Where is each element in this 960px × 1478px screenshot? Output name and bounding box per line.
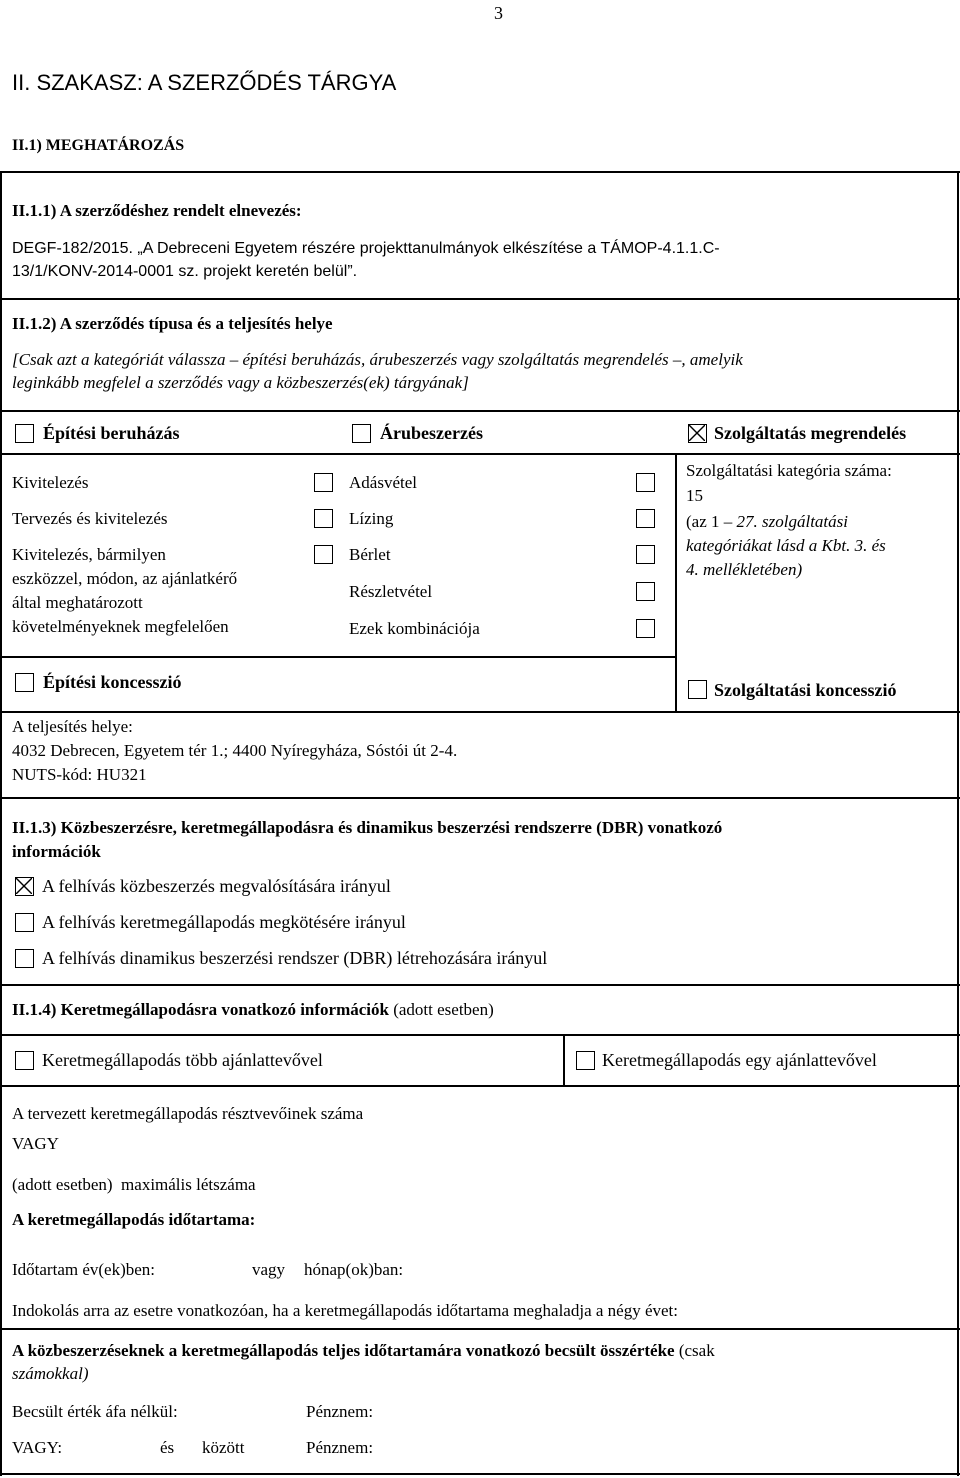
currency-label-2: Pénznem: xyxy=(306,1438,374,1457)
s114-heading-suffix: (adott esetben) xyxy=(393,1000,494,1019)
col3-category-value: 15 xyxy=(686,486,703,505)
s114-heading-row xyxy=(12,999,494,1021)
opt-many: Keretmegállapodás több ajánlattevővel xyxy=(42,1050,323,1070)
col3-divider xyxy=(675,453,677,713)
estimate-line2: számokkal) xyxy=(12,1364,89,1383)
col3-note-line1 xyxy=(686,511,848,533)
s113-heading-2: információk xyxy=(12,842,101,861)
col3-category-label: Szolgáltatási kategória száma: xyxy=(686,461,892,480)
subsection-title: II.1) MEGHATÁROZÁS xyxy=(12,137,185,154)
page-number: 3 xyxy=(494,3,503,23)
or-label: vagy xyxy=(252,1260,286,1279)
col2-item-lizing: Lízing xyxy=(349,509,394,528)
checkbox-tervezes[interactable] xyxy=(314,509,333,528)
checkbox-epitesi-koncesszio[interactable] xyxy=(15,673,34,692)
checkbox-szolgaltatasi-koncesszio[interactable] xyxy=(688,680,707,699)
col1-item3-l1: Kivitelezés, bármilyen xyxy=(12,545,166,564)
checkbox-epitesi-beruhazas[interactable] xyxy=(15,424,34,443)
s114-heading: II.1.4) Keretmegállapodásra vonatkozó információk xyxy=(12,1000,389,1019)
col1-item-tervezes: Tervezés és kivitelezés xyxy=(12,509,168,528)
kozott-label: között xyxy=(202,1438,245,1457)
duration-heading: A keretmegállapodás időtartama: xyxy=(12,1210,256,1229)
frame-bottom xyxy=(0,1473,960,1475)
col3-note-italic: – 27. szolgáltatási xyxy=(723,512,848,531)
checkbox-dbr[interactable] xyxy=(15,949,34,968)
checkbox-berlet[interactable] xyxy=(636,545,655,564)
vagy2-label: VAGY: xyxy=(12,1438,63,1457)
checkbox-adasvetel[interactable] xyxy=(636,473,655,492)
s111-heading: II.1.1) A szerződéshez rendelt elnevezés: xyxy=(12,201,302,220)
frame-left xyxy=(0,171,2,1476)
months-label: hónap(ok)ban: xyxy=(304,1260,404,1279)
col3-note-line3: 4. mellékletében) xyxy=(686,560,803,579)
divider xyxy=(0,984,960,986)
s113-option-3: A felhívás dinamikus beszerzési rendszer (DBR) létrehozására irányul xyxy=(42,948,548,968)
checkbox-kombinacio[interactable] xyxy=(636,619,655,638)
col3-note-prefix: (az 1 xyxy=(686,512,720,531)
col1-item3-l2: eszközzel, módon, az ajánlatkérő xyxy=(12,569,238,588)
divider xyxy=(0,1085,960,1087)
divider xyxy=(0,656,675,658)
checkbox-kivitelezes[interactable] xyxy=(314,473,333,492)
checkbox-arubeszerzes[interactable] xyxy=(352,424,371,443)
s113-option-2: A felhívás keretmegállapodás megkötésére irányul xyxy=(42,912,406,932)
s113-option-1: A felhívás közbeszerzés megvalósítására irányul xyxy=(42,876,391,896)
currency-label: Pénznem: xyxy=(306,1402,374,1421)
checkbox-egy-ajanlattevo[interactable] xyxy=(576,1051,595,1070)
vagy-label: VAGY xyxy=(12,1134,59,1153)
col3-head: Szolgáltatás megrendelés xyxy=(714,423,907,443)
divider xyxy=(0,1328,960,1330)
estimate-heading: A közbeszerzéseknek a keretmegállapodás teljes időtartamára vonatkozó becsült összértéke xyxy=(12,1341,675,1360)
place-value: 4032 Debrecen, Egyetem tér 1.; 4400 Nyíregyháza, Sóstói út 2-4. xyxy=(12,741,458,760)
col1-item3-l4: követelményeknek megfelelően xyxy=(12,617,229,636)
col2-item-adasvetel: Adásvétel xyxy=(349,473,417,492)
divider xyxy=(0,1034,960,1036)
s112-instruction-1: [Csak azt a kategóriát válassza – építési beruházás, árubeszerzés vagy szolgáltatás megrendelés –, amelyik xyxy=(12,350,743,369)
col1-item-kivitelezes: Kivitelezés xyxy=(12,473,89,492)
divider xyxy=(0,298,960,300)
max-row xyxy=(12,1174,256,1196)
opt-one: Keretmegállapodás egy ajánlattevővel xyxy=(602,1050,877,1070)
checked-x-icon xyxy=(16,878,32,894)
checked-x-icon xyxy=(689,425,705,441)
divider xyxy=(0,711,960,713)
col2-item-berlet: Bérlet xyxy=(349,545,391,564)
section-title: II. SZAKASZ: A SZERZŐDÉS TÁRGYA xyxy=(12,70,397,95)
checkbox-reszletvetel[interactable] xyxy=(636,582,655,601)
checkbox-tobb-ajanlattevo[interactable] xyxy=(15,1051,34,1070)
divider xyxy=(0,410,960,412)
checkbox-szolgaltatas-megrendeles[interactable] xyxy=(688,424,707,443)
frame-top xyxy=(0,171,960,173)
checkbox-lizing[interactable] xyxy=(636,509,655,528)
es-label: és xyxy=(160,1438,175,1457)
est-value-label: Becsült érték áfa nélkül: xyxy=(12,1402,178,1421)
col-divider xyxy=(563,1034,565,1086)
max-prefix: (adott esetben) xyxy=(12,1175,113,1194)
max-label: maximális létszáma xyxy=(121,1175,256,1194)
col3-note-line2: kategóriákat lásd a Kbt. 3. és xyxy=(686,536,886,555)
col1-item3-l3: által meghatározott xyxy=(12,593,143,612)
col2-item-reszletvetel: Részletvétel xyxy=(349,582,433,601)
divider xyxy=(0,797,960,799)
divider xyxy=(0,453,960,455)
nuts-code: NUTS-kód: HU321 xyxy=(12,765,147,784)
estimate-heading-row xyxy=(12,1340,715,1362)
checkbox-keretmegallapodas[interactable] xyxy=(15,913,34,932)
checkbox-kivitelezes-barmilyen[interactable] xyxy=(314,545,333,564)
place-label: A teljesítés helye: xyxy=(12,717,133,736)
frame-right xyxy=(957,171,959,1476)
col2-item-kombinacio: Ezek kombinációja xyxy=(349,619,480,638)
col1-head: Építési beruházás xyxy=(43,423,180,443)
s111-line2: 13/1/KONV-2014-0001 sz. projekt keretén belül”. xyxy=(12,263,358,280)
years-label: Időtartam év(ek)ben: xyxy=(12,1260,156,1279)
col1-concession: Építési koncesszió xyxy=(43,672,182,692)
s113-heading-1: II.1.3) Közbeszerzésre, keretmegállapodásra és dinamikus beszerzési rendszerre (DBR) vonatkozó xyxy=(12,818,723,837)
estimate-suffix: (csak xyxy=(678,1341,715,1360)
participants-label: A tervezett keretmegállapodás résztvevőinek száma xyxy=(12,1104,364,1123)
s112-heading: II.1.2) A szerződés típusa és a teljesítés helye xyxy=(12,314,333,333)
col3-concession: Szolgáltatási koncesszió xyxy=(714,680,897,700)
s112-instruction-2: leginkább megfelel a szerződés vagy a közbeszerzés(ek) tárgyának] xyxy=(12,373,469,392)
justification-label: Indokolás arra az esetre vonatkozóan, ha a keretmegállapodás időtartama meghaladja a négy évet: xyxy=(12,1301,678,1320)
checkbox-kozbeszerzes[interactable] xyxy=(15,877,34,896)
s111-line1: DEGF-182/2015. „A Debreceni Egyetem részére projekttanulmányok elkészítése a TÁMOP-4.1.1.C- xyxy=(12,240,720,257)
col2-head: Árubeszerzés xyxy=(380,423,483,443)
